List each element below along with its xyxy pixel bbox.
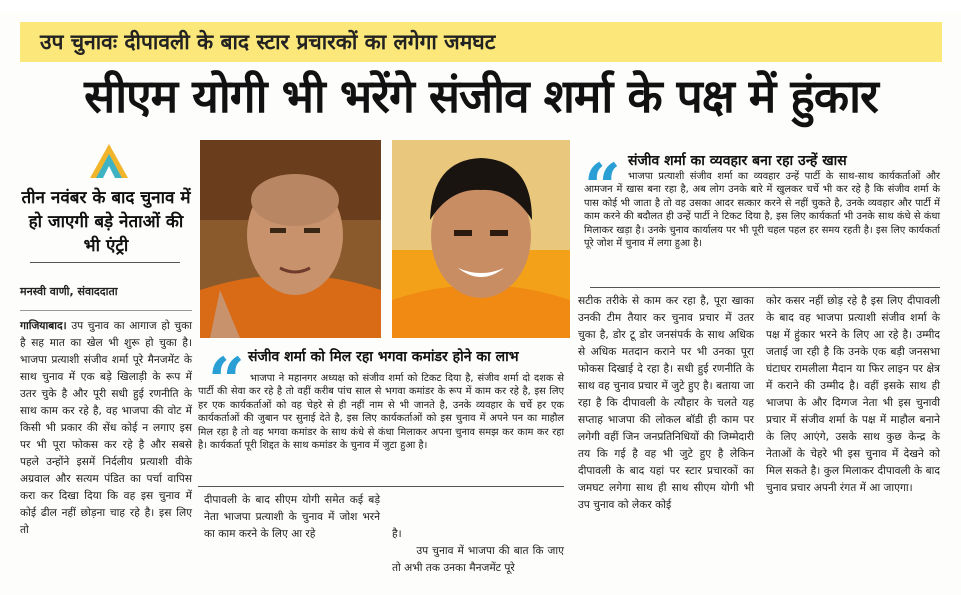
yogi-photo [200, 140, 381, 338]
box-text: भाजपा ने महानगर अध्यक्ष को संजीव शर्मा को टिकट दिया है, संजीव शर्मा दो दशक से पार्टी की सेवा कर रहे है तो वहीं करीब पांच साल से भगवा कमांडर के रूप में काम कर रहे है, इस लिए हर एक कार्यकर्ताओं को वह चेहरे से ही नहीं नाम से भी जानते है, उनके व्यवहार के चर्चे हर एक कार्यकर्ताओं की जुबान पर सुनाई देते है, इस लिए कार्यकर्ताओं को इस चुनाव में अपने पन का माहौल मिल रहा है तो वह भगवा कमांडर के साथ कंधे से कंधा मिलाकर अपना चुनाव समझ कर काम कर रहा है। कार्यकर्ता पूरी शिद्दत के साथ कमांडर के चुनाव में जुटा हुआ है। [198, 373, 564, 452]
box-title: संजीव शर्मा को मिल रहा भगवा कमांडर होने का लाभ [248, 349, 519, 365]
divider [30, 262, 180, 263]
divider [198, 486, 564, 487]
headline: सीएम योगी भी भरेंगे संजीव शर्मा के पक्ष में हुंकार [84, 69, 878, 123]
previous-page-strip [0, 0, 961, 12]
article-column-3 [392, 492, 564, 574]
article-column-2 [204, 492, 380, 548]
article-column-5 [766, 293, 940, 551]
sanjeev-sharma-photo [392, 140, 570, 338]
quote-icon: “ [208, 344, 245, 419]
box-title: संजीव शर्मा का व्यवहार बना रहा उन्हें खास [628, 153, 847, 169]
article-text: उप चुनाव का आगाज हो चुका है सह मात का खेल भी शुरू हो चुका है। भाजपा प्रत्याशी संजीव शर्मा पूरे मैनजमेंट के साथ चुनाव में एक बड़े खिलाड़ी के रूप में उतर चुके है और पूरी सधी हुई रणनीति के साथ काम कर रहे है, वह भाजपा की वोट में किसी भी प्रकार की सेंध कोई न लगाए इस पर भी पूरा फोकस कर रहे है और सबसे पहले उन्होंने इसमें निर्दलीय प्रत्याशी वीके अग्रवाल और सत्यम पंडित का पर्चा वापिस करा कर दिखा दिया कि वह इस चुनाव में कोई ढील नहीं छोड़ना चाह रहे है। इस लिए तो [20, 320, 192, 536]
box-text: भाजपा प्रत्याशी संजीव शर्मा का व्यवहार उन्हें पार्टी के साथ-साथ कार्यकर्ताओं और आमजन में खास बना रहा है, अब लोग उनके बारे में खुलकर चर्चे भी कर रहे है कि संजीव शर्मा के पास कोई भी जाता है तो वह उसका आदर सत्कार करने से नहीं चुकते है, उनके व्यवहार और पार्टी में काम करने की बदौलत ही उन्हें पार्टी ने टिकट दिया है, इस लिए कार्यकर्ता भी उनके साथ कंधे से कंधा मिलाकर खड़ा है। उनके चुनाव कार्यालय पर भी पूरी चहल पहल हर समय रहती है। इस लिए कार्यकर्ता पूरे जोश में चुनाव में लगा हुआ है। [584, 171, 940, 250]
article-text: सटीक तरीके से काम कर रहा है, पूरा खाका उनकी टीम तैयार कर चुनाव प्रचार में उतर चुका है, डोर टू डोर जनसंपर्क के साथ अधिक से अधिक मतदान कराने पर भी उनका पूरा फोकस दिखाई दे रहा है। सधी हुई रणनीति के साथ वह चुनाव प्रचार में जुटे हुए है। बताया जा रहा है कि दीपावली के त्यौहार के चलते यह सप्ताह भाजपा की लोकल बॉडी ही काम पर लगेगी वहीं जिन जनप्रतिनिधियों की जिम्मेदारी तय कि गई है वह भी जुटे हुए है लेकिन दीपावली के बाद यहां पर स्टार प्रचारकों का जमघट लगेगा साथ ही साथ सीएम योगी भी उप चुनाव को लेकर कोई [578, 295, 754, 511]
divider [20, 310, 192, 311]
article-text: है। उप चुनाव में भाजपा की बात कि जाए तो अभी तक उनका मैनजमेंट पूरे [392, 528, 564, 574]
newspaper-logo-icon [88, 142, 130, 182]
article-text: कोर कसर नहीं छोड़ रहे है इस लिए दीपावली के बाद वह भाजपा प्रत्याशी संजीव शर्मा के पक्ष में हुंकार भरने के लिए आ रहे है। उम्मीद जताई जा रही है कि उनके एक बड़ी जनसभा घंटाघर रामलीला मैदान या फिर लाइन पर क्षेत्र में कराने की उम्मीद है। वहीं इसके साथ ही भाजपा के और दिग्गज नेता भी इस चुनावी प्रचार में संजीव शर्मा के पक्ष में माहौल बनाने के लिए आएंगे, उसके साथ कुछ केन्द्र के नेताओं के चेहरे भी इस चुनाव में देखने को मिल सकते है। कुल मिलाकर दीपावली के बाद चुनाव प्रचार अपनी रंगत में आ जाएगा। [766, 295, 940, 494]
dateline: गाजियाबाद। [20, 320, 67, 332]
divider [590, 287, 940, 288]
article-column-1 [20, 318, 192, 550]
subheadline: तीन नवंबर के बाद चुनाव में हो जाएगी बड़े नेताओं की भी एंट्री [21, 188, 191, 256]
quote-icon: “ [584, 150, 621, 225]
kicker-banner: उप चुनावः दीपावली के बाद स्टार प्रचारकों का लगेगा जमघट [20, 22, 942, 62]
byline: मनस्वी वाणी, संवाददाता [20, 285, 118, 298]
article-column-4 [578, 293, 754, 551]
article-text: दीपावली के बाद सीएम योगी समेत कई बड़े नेता भाजपा प्रत्याशी के चुनाव में जोश भरने का काम करने के लिए आ रहे [204, 494, 380, 540]
